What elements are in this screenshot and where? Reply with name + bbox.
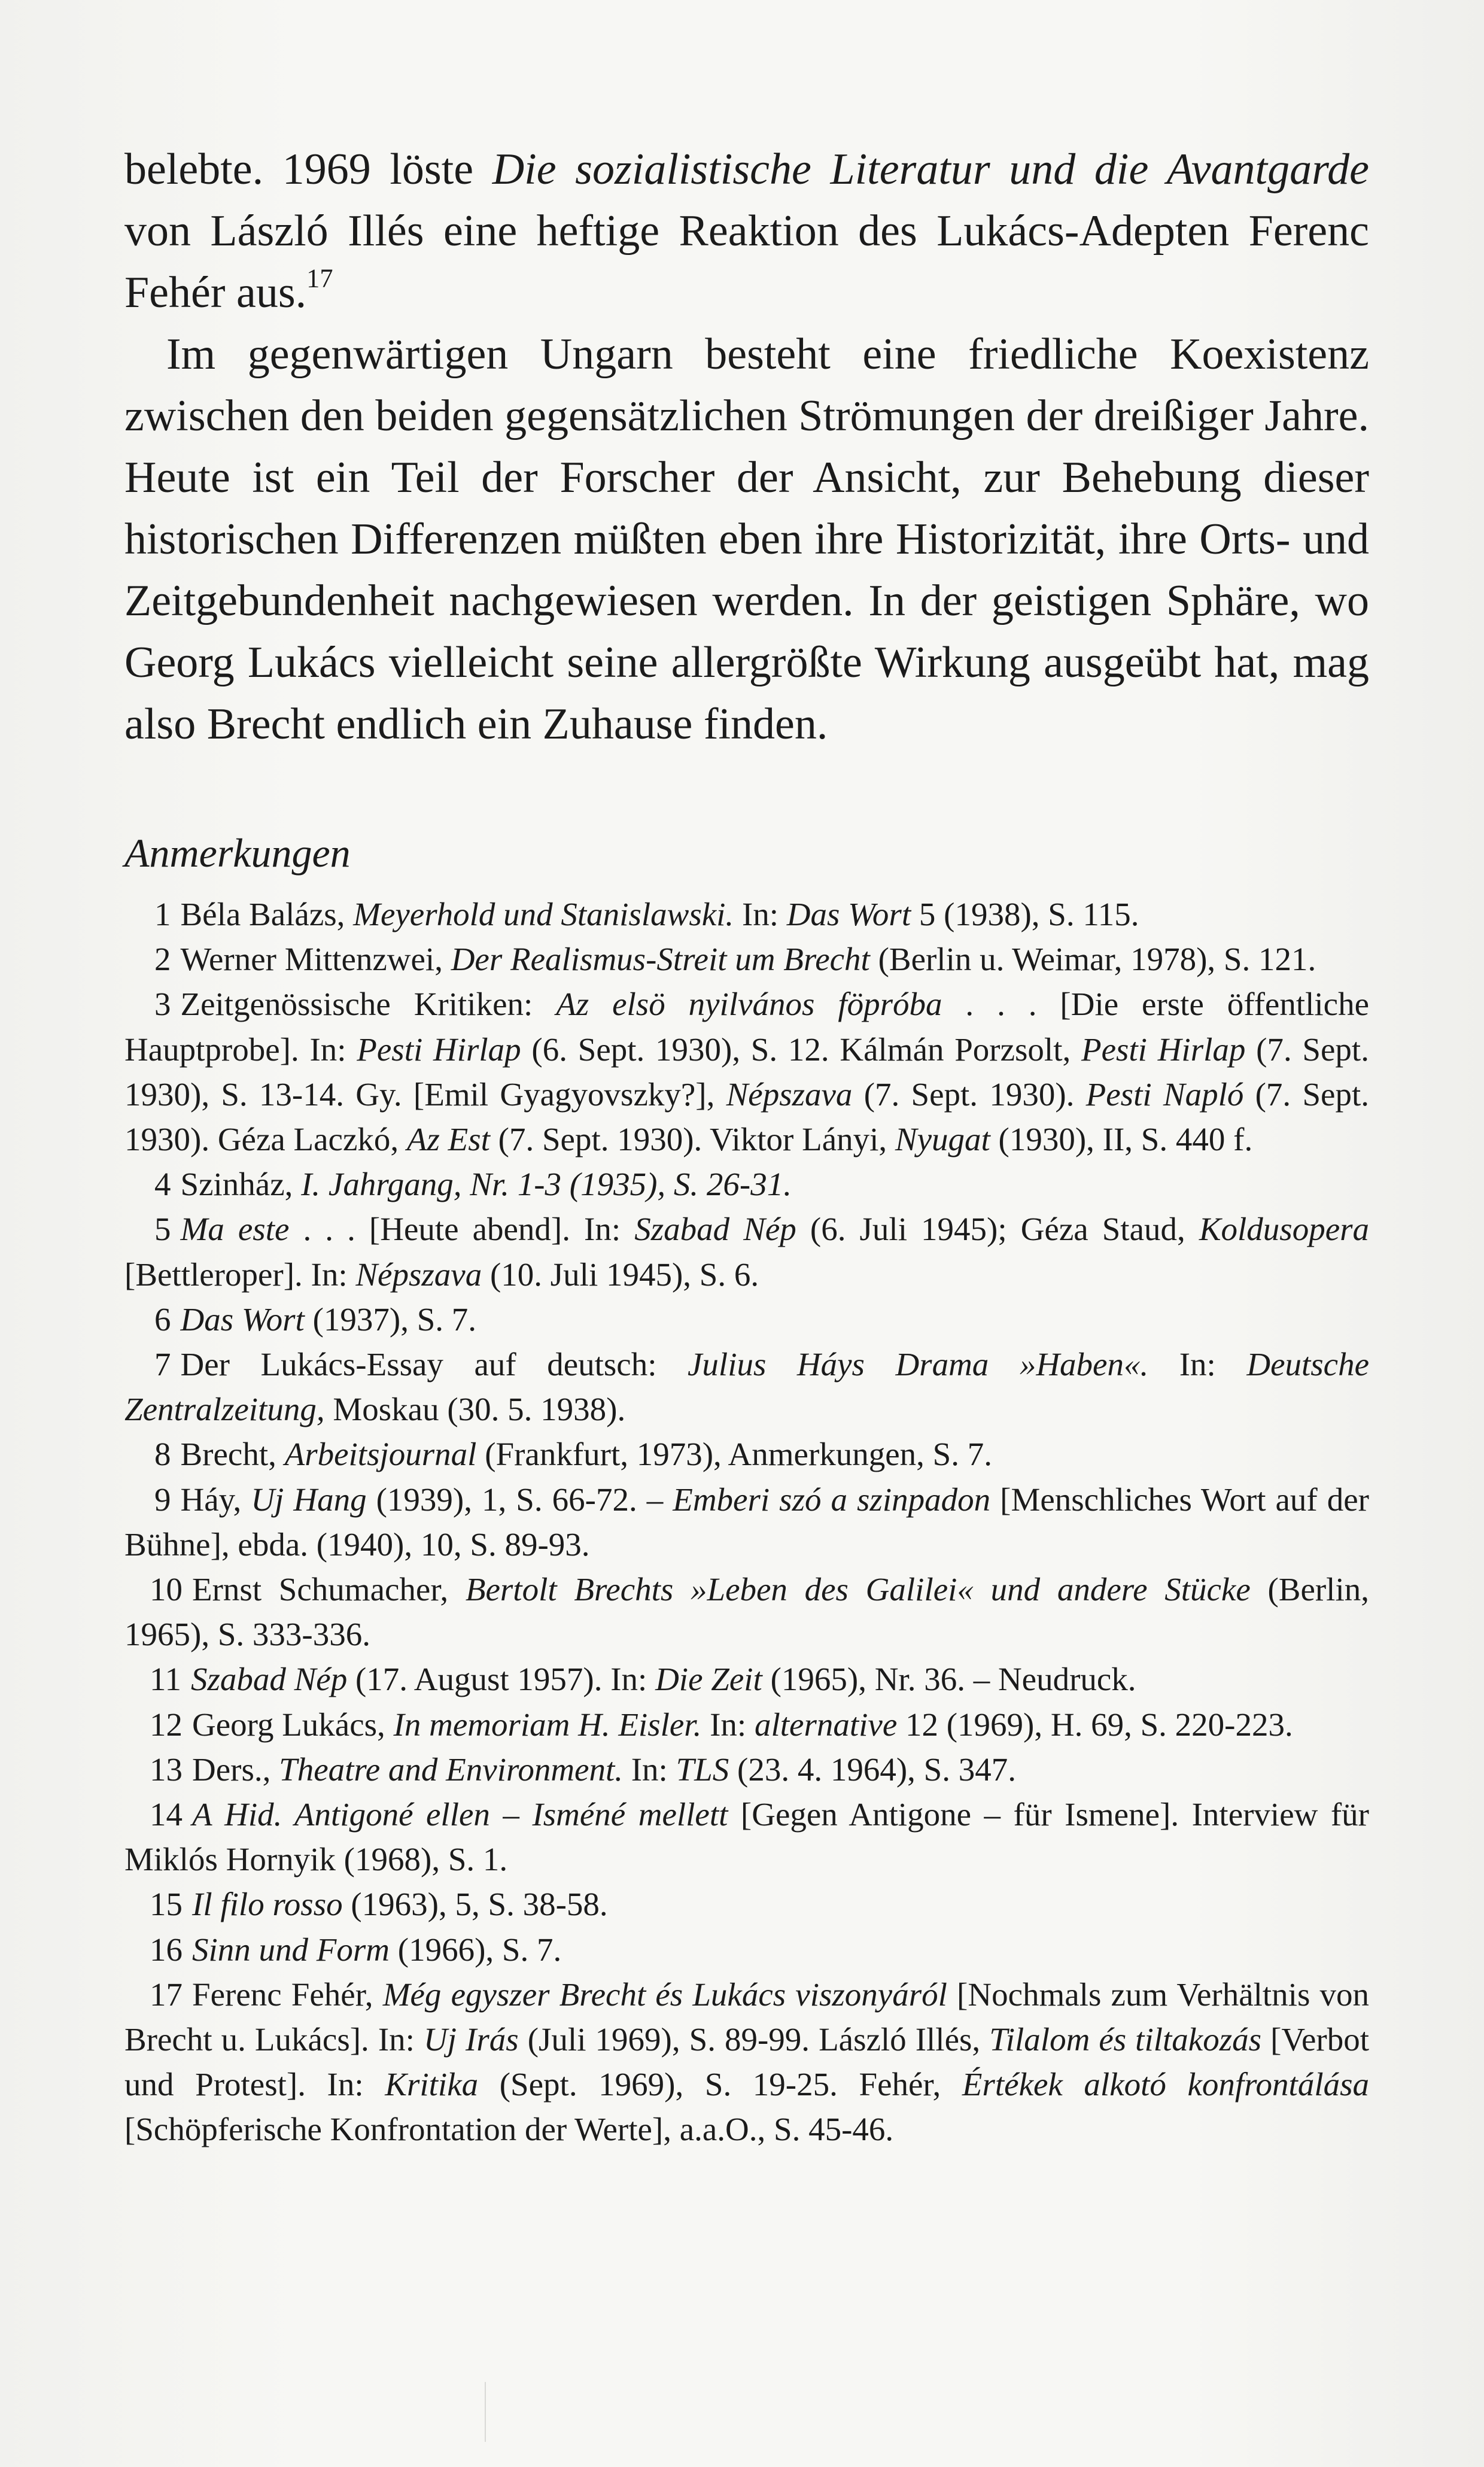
footnote-text: Der Lukács-Essay auf deutsch:: [180, 1346, 688, 1383]
footnote-title: Népszava: [355, 1256, 482, 1293]
footnote-title: Die Zeit: [655, 1661, 762, 1698]
footnote-text: Béla Balázs,: [180, 896, 354, 932]
notes-heading: Anmerkungen: [124, 830, 351, 876]
footnote-text: (Berlin, 1965), S. 333-336.: [124, 1571, 1369, 1653]
footnote-text: Háy,: [180, 1481, 251, 1518]
footnote-title: Deutsche Zentralzeitung,: [124, 1346, 1369, 1428]
footnote-text: (7. Sept. 1930). Viktor Lányi,: [489, 1121, 895, 1158]
paragraph-2: Im gegenwärtigen Ungarn besteht eine friedliche Koexistenz zwischen den beiden gegensätzlichen Strömungen der dreißiger Jahre. Heute ist ein Teil der Forscher der Ansicht, zur Behebung dieser historischen Differenzen müßten eben ihre Historizität, ihre Orts- und Zeitgebundenheit nachgewiesen werden. In der geistigen Sphäre, wo Georg Lukács vielleicht seine allergrößte Wirkung ausgeübt hat, mag also Brecht endlich ein Zuhause finden.: [124, 330, 1369, 749]
footnote-text: Georg Lukács,: [192, 1706, 394, 1743]
footnote-number: 16: [150, 1931, 183, 1968]
footnote-text: In:: [1148, 1346, 1247, 1383]
footnote-title: In memoriam H. Eisler.: [393, 1706, 702, 1743]
footnote-title: Pesti Napló: [1085, 1075, 1244, 1113]
footnote-title: Pesti Hirlap: [1081, 1031, 1246, 1068]
footnote-text: Ferenc Fehér,: [192, 1976, 383, 2013]
footnote-title: Értékek alkotó konfrontálása: [962, 2066, 1370, 2103]
footnote-title: Tilalom és tiltakozás: [989, 2021, 1262, 2058]
footnote-title: Emberi szó a szinpadon: [673, 1481, 991, 1518]
footnote-text: (Juli 1969), S. 89-99. László Illés,: [518, 2021, 990, 2058]
footnote-title: Das Wort: [786, 896, 911, 932]
footnote-text: In:: [734, 896, 787, 932]
footnote-title: Az elsö nyilvános föpróba: [556, 986, 942, 1023]
footnote-14: [124, 1792, 1369, 1882]
footnote-title: Pesti Hirlap: [357, 1031, 521, 1068]
footnote-13: [124, 1747, 1369, 1792]
footnote-text: [Bettleroper]. In:: [124, 1256, 356, 1293]
footnote-text: (Frankfurt, 1973), Anmerkungen, S. 7.: [476, 1436, 993, 1473]
footnote-title: Nyugat: [895, 1121, 990, 1158]
body-text: [124, 139, 1369, 755]
footnote-11: [124, 1657, 1369, 1702]
footnote-text: (7. Sept. 1930).: [852, 1075, 1086, 1113]
footnote-text: (23. 4. 1964), S. 347.: [729, 1751, 1017, 1788]
footnote-number: 1: [154, 896, 171, 932]
footnote-title: Népszava: [726, 1075, 853, 1113]
footnote-text: [Verbot und Protest]. In:: [124, 2021, 1370, 2103]
footnote-title: Theatre and Environment.: [279, 1751, 623, 1788]
footnote-number: 8: [154, 1436, 171, 1473]
footnote-title: Il filo rosso: [192, 1886, 343, 1923]
footnote-2: [124, 937, 1369, 982]
footnote-number: 5: [154, 1211, 171, 1248]
footnote-text: Ernst Schumacher,: [192, 1571, 466, 1608]
footnote-9: [124, 1477, 1369, 1567]
book-title: Die sozialistische Literatur und die Avantgarde: [492, 145, 1369, 194]
footnote-number: 4: [154, 1166, 171, 1203]
footnote-text: Brecht,: [180, 1436, 285, 1473]
footnote-text: (7. Sept. 1930), S. 13-14. Gy. [Emil Gyagyovszky?],: [124, 1031, 1369, 1113]
footnote-5: [124, 1207, 1369, 1296]
footnote-title: Még egyszer Brecht és Lukács viszonyáról: [382, 1976, 947, 2013]
paragraph-1: belebte. 1969 löste Die sozialistische Literatur und die Avantgarde von László Illés eine heftige Reaktion des Lukács-Adepten Ferenc Fehér aus.$^{17}$: [124, 145, 1369, 317]
page-gutter-shadow: [485, 2382, 486, 2442]
footnote-text: [Gegen Antigone – für Ismene]. Interview für Miklós Hornyik (1968), S. 1.: [124, 1796, 1369, 1878]
footnote-title: Das Wort: [180, 1301, 305, 1338]
footnote-3: [124, 982, 1369, 1162]
footnote-title: Az Est: [406, 1121, 490, 1158]
footnote-15: [124, 1882, 1369, 1927]
footnote-text: (Berlin u. Weimar, 1978), S. 121.: [869, 941, 1316, 978]
footnote-title: Arbeitsjournal: [284, 1436, 477, 1473]
footnote-text: In:: [622, 1751, 676, 1788]
footnote-number: 2: [154, 941, 171, 978]
footnote-title: Bertolt Brechts »Leben des Galilei« und andere Stücke: [465, 1571, 1251, 1608]
footnote-text: (Sept. 1969), S. 19-25. Fehér,: [478, 2066, 962, 2103]
footnote-12: [124, 1702, 1369, 1747]
footnote-text: In:: [701, 1706, 755, 1743]
footnote-title: Julius Háys Drama »Haben«.: [688, 1346, 1149, 1383]
footnote-title: TLS: [676, 1751, 729, 1788]
footnote-text: (1966), S. 7.: [390, 1931, 562, 1968]
footnote-title: Koldusopera: [1199, 1211, 1370, 1248]
footnote-text: (1930), II, S. 440 f.: [990, 1121, 1253, 1158]
footnote-title: Szabad Nép: [634, 1211, 796, 1248]
footnote-4: [124, 1162, 1369, 1207]
footnote-title: Uj Irás: [423, 2021, 519, 2058]
footnote-title: alternative: [754, 1706, 898, 1743]
footnote-text: (1963), 5, S. 38-58.: [342, 1886, 608, 1923]
footnote-17: [124, 1972, 1369, 2152]
footnote-text: (1965), Nr. 36. – Neudruck.: [762, 1661, 1136, 1698]
footnote-number: 14: [150, 1796, 183, 1833]
footnote-text: (6. Juli 1945); Géza Staud,: [796, 1211, 1199, 1248]
footnote-title: Uj Hang: [251, 1481, 367, 1518]
footnote-text: (10. Juli 1945), S. 6.: [482, 1256, 759, 1293]
footnote-number: 15: [150, 1886, 183, 1923]
footnote-text: Ders.,: [192, 1751, 279, 1788]
footnote-text: (17. August 1957). In:: [347, 1661, 656, 1698]
footnote-text: . . . [Heute abend]. In:: [289, 1211, 635, 1248]
footnote-number: 11: [150, 1661, 181, 1698]
footnote-text: Moskau (30. 5. 1938).: [324, 1391, 626, 1428]
footnote-title: I. Jahrgang, Nr. 1-3 (1935), S. 26-31.: [293, 1166, 792, 1203]
footnote-16: [124, 1927, 1369, 1972]
footnote-text: [Schöpferische Konfrontation der Werte], a.a.O., S. 45-46.: [124, 2111, 894, 2148]
footnote-title: Kritika: [385, 2066, 479, 2103]
footnote-number: 13: [150, 1751, 183, 1788]
footnote-1: [124, 892, 1369, 937]
footnote-number: 6: [154, 1301, 171, 1338]
footnote-text: Zeitgenössische Kritiken:: [180, 986, 556, 1023]
footnote-text: . . . [Die erste öffentliche Hauptprobe]. In:: [124, 986, 1370, 1068]
footnote-8: [124, 1432, 1369, 1476]
footnote-title: Der Realismus-Streit um Brecht: [451, 941, 870, 978]
footnote-text: [Menschliches Wort auf der Bühne], ebda. (1940), 10, S. 89-93.: [124, 1481, 1369, 1563]
footnote-text: (6. Sept. 1930), S. 12. Kálmán Porzsolt,: [521, 1031, 1081, 1068]
footnote-text: [Nochmals zum Verhältnis von Brecht u. Lukács]. In:: [124, 1976, 1369, 2058]
footnote-title: Ma este: [180, 1211, 290, 1248]
footnote-number: 17: [150, 1976, 183, 2013]
footnote-title: Sinn und Form: [192, 1931, 390, 1968]
footnote-7: [124, 1342, 1369, 1432]
footnote-text: Werner Mittenzwei,: [180, 941, 451, 978]
footnote-number: 10: [150, 1571, 183, 1608]
notes-list: [124, 892, 1369, 2152]
footnote-title: Szabad Nép: [190, 1661, 348, 1698]
footnote-text: 5 (1938), S. 115.: [911, 896, 1139, 932]
footnote-6: [124, 1297, 1369, 1342]
footnote-text: Szinház,: [180, 1166, 293, 1203]
footnote-text: 12 (1969), H. 69, S. 220-223.: [897, 1706, 1293, 1743]
footnote-ref-17: 17: [306, 263, 333, 293]
footnote-text: (1937), S. 7.: [304, 1301, 477, 1338]
footnote-number: 7: [154, 1346, 171, 1383]
footnote-10: [124, 1567, 1369, 1657]
footnote-number: 12: [150, 1706, 183, 1743]
footnote-text: (7. Sept. 1930). Géza Laczkó,: [124, 1075, 1369, 1158]
footnote-number: 3: [154, 986, 171, 1023]
footnote-title: Meyerhold und Stanislawski.: [353, 896, 734, 932]
footnote-text: (1939), 1, S. 66-72. –: [366, 1481, 673, 1518]
footnote-number: 9: [154, 1481, 171, 1518]
footnote-title: A Hid. Antigoné ellen – Isméné mellett: [192, 1796, 728, 1833]
